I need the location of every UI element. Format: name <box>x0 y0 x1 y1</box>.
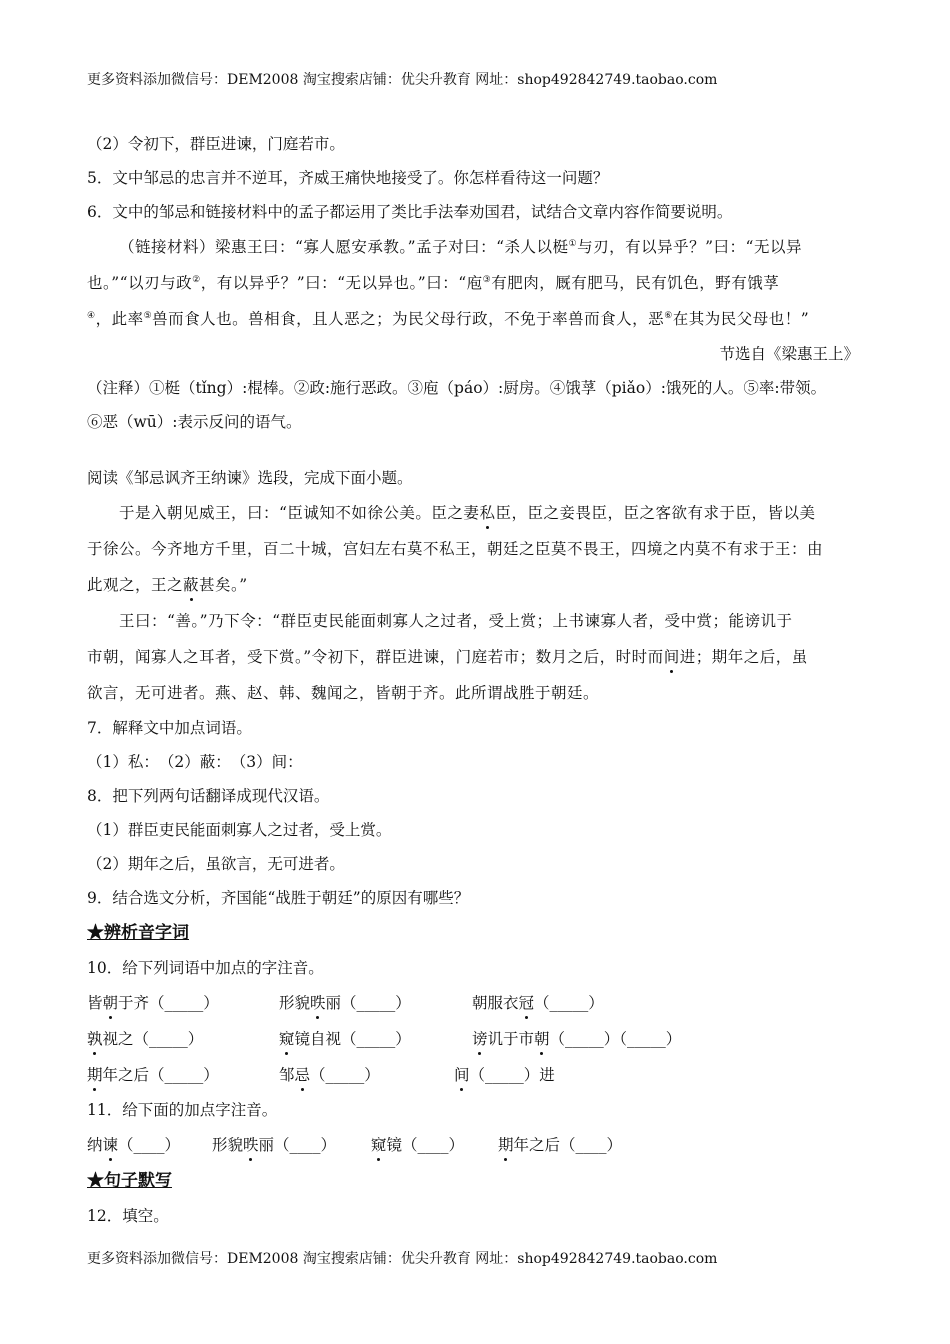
section-heading-dictation: ★句子默写 <box>87 1171 172 1191</box>
reading-line-4: 王曰：“善。”乃下令：“群臣吏民能面刺寡人之过者，受上赏；上书谏寡人者，受中赏；能谤讥于 <box>119 612 793 630</box>
question-10: 10．给下列词语中加点的字注音。 <box>87 959 324 977</box>
question-6: 6．文中的邹忌和链接材料中的孟子都运用了类比手法奉劝国君，试结合文章内容作简要说明。 <box>87 203 733 221</box>
dotted-char: 蔽 <box>183 567 199 603</box>
q10-row-3 <box>87 1057 859 1093</box>
link-material-line-2: 也。”“以刃与政②，有以异乎？”曰：“无以异也。”曰：“庖③有肥肉，厩有肥马，民有饥色，野有饿莩 <box>87 274 780 292</box>
reading-line-3: 此观之，王之蔽甚矣。” <box>87 567 859 603</box>
question-8-item-1: （1）群臣吏民能面刺寡人之过者，受上赏。 <box>87 821 392 839</box>
q10-item[interactable]: 间（_____）进 <box>454 1057 555 1093</box>
reading-intro: 阅读《邹忌讽齐王纳谏》选段，完成下面小题。 <box>87 469 413 487</box>
q11-item[interactable]: 形貌昳丽（____） <box>212 1127 336 1163</box>
q10-item[interactable]: 形貌昳丽（_____） <box>279 985 411 1021</box>
content <box>87 127 859 1233</box>
reading-line-1: 于是入朝见威王，曰：“臣诚知不如徐公美。臣之妻私臣，臣之妾畏臣，臣之客欲有求于臣，皆以美 <box>87 495 859 531</box>
q11-row <box>87 1127 859 1163</box>
q10-item[interactable]: 朝服衣冠（_____） <box>472 985 604 1021</box>
question-5: 5．文中邹忌的忠言并不逆耳，齐威王痛快地接受了。你怎样看待这一问题？ <box>87 169 609 187</box>
q10-row-1 <box>87 985 859 1021</box>
reading-line-2: 于徐公。今齐地方千里，百二十城，宫妇左右莫不私王，朝廷之臣莫不畏王，四境之内莫不有求于王：由 <box>87 540 824 558</box>
question-12: 12．填空。 <box>87 1207 169 1225</box>
q10-item[interactable]: 皆朝于齐（_____） <box>87 985 219 1021</box>
question-line: （2）令初下，群臣进谏，门庭若市。 <box>87 135 345 153</box>
link-material-line-1: （链接材料）梁惠王曰：“寡人愿安承教。”孟子对曰：“杀人以梃①与刃，有以异乎？”曰：“无以异 <box>119 238 802 256</box>
link-material-line-3: ④，此率⑤兽而食人也。兽相食，且人恶之；为民父母行政，不免于率兽而食人，恶⑥在其为民父母也！” <box>87 310 810 328</box>
q11-item[interactable]: 期年之后（____） <box>498 1127 622 1163</box>
q10-item[interactable]: 邹忌（_____） <box>279 1057 380 1093</box>
reading-line-5: 市朝，闻寡人之耳者，受下赏。”令初下，群臣进谏，门庭若市；数月之后，时时而间进；期年之后，虽 <box>87 639 859 675</box>
q11-item[interactable]: 窥镜（____） <box>371 1127 464 1163</box>
question-8-item-2: （2）期年之后，虽欲言，无可进者。 <box>87 855 345 873</box>
annotation-line-2: ⑥恶（wū）:表示反问的语气。 <box>87 413 302 431</box>
reading-line-6: 欲言，无可进者。燕、赵、韩、魏闻之，皆朝于齐。此所谓战胜于朝廷。 <box>87 684 600 702</box>
question-9: 9．结合选文分析，齐国能“战胜于朝廷”的原因有哪些？ <box>87 889 470 907</box>
q10-item[interactable]: 期年之后（_____） <box>87 1057 219 1093</box>
q10-item[interactable]: 孰视之（_____） <box>87 1021 203 1057</box>
q11-item[interactable]: 纳谏（____） <box>87 1127 180 1163</box>
question-11: 11．给下面的加点字注音。 <box>87 1101 278 1119</box>
page-header: 更多资料添加微信号：DEM2008 淘宝搜索店铺：优尖升教育 网址：shop492842749.taobao.com <box>87 72 718 88</box>
page-footer: 更多资料添加微信号：DEM2008 淘宝搜索店铺：优尖升教育 网址：shop492842749.taobao.com <box>87 1251 718 1267</box>
q10-row-2 <box>87 1021 859 1057</box>
annotation-line-1: （注释）①梃（tǐng）:棍棒。②政:施行恶政。③庖（páo）:厨房。④饿莩（piǎo）:饿死的人。⑤率:带领。 <box>87 379 827 397</box>
q10-item[interactable]: 窥镜自视（_____） <box>279 1021 411 1057</box>
question-8: 8．把下列两句话翻译成现代汉语。 <box>87 787 330 805</box>
question-7-items: （1）私： （2）蔽： （3）间： <box>87 753 303 771</box>
section-heading-pronunciation: ★辨析音字词 <box>87 923 189 943</box>
q10-item[interactable]: 谤讥于市朝（_____）（_____） <box>472 1021 681 1057</box>
dotted-char: 间 <box>664 639 680 675</box>
link-source: 节选自《梁惠王上》 <box>719 345 859 363</box>
dotted-char: 私 <box>479 495 495 531</box>
question-7: 7．解释文中加点词语。 <box>87 719 252 737</box>
